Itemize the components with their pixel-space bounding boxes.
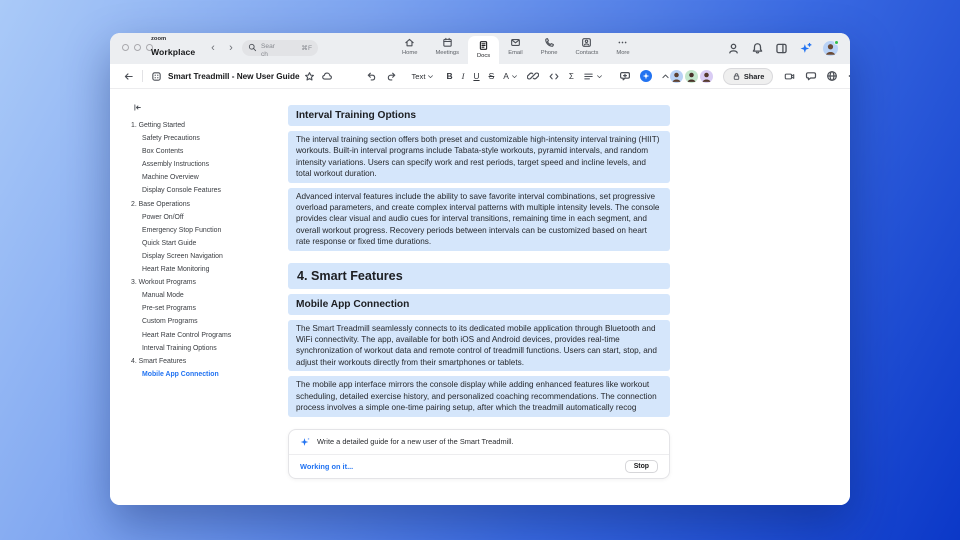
document-toolbar (110, 64, 850, 89)
doc-paragraph[interactable]: The mobile app interface mirrors the console display while adding enhanced features like workout scheduling, detailed exercise history, and personalized coaching recommendations. The connection process involves a simple one-time pairing setup, after which the treadmill automatically recog (288, 376, 670, 416)
document-icon (478, 40, 489, 51)
ai-status-text: Working on it... (300, 461, 354, 471)
italic-button[interactable]: I (461, 71, 465, 81)
nav-forward-button[interactable]: › (229, 42, 233, 54)
redo-icon (386, 71, 398, 82)
chevron-down-icon (596, 73, 603, 80)
toc-item[interactable]: 3. Workout Programs (131, 279, 196, 287)
search-placeholder: Search (261, 42, 275, 58)
collapse-toolbar-button[interactable] (661, 72, 670, 81)
search-shortcut: ⌘F (301, 44, 312, 52)
strikethrough-button[interactable]: S (488, 71, 495, 81)
chevron-down-icon (427, 73, 434, 80)
doc-heading[interactable]: Interval Training Options (288, 105, 670, 126)
video-camera-icon (783, 71, 796, 82)
search-icon (248, 43, 257, 52)
contacts-icon (581, 37, 592, 48)
toc-item[interactable]: Power On/Off (142, 213, 184, 221)
notifications-bell-icon[interactable] (751, 42, 764, 55)
zoom-workplace-logo (151, 37, 195, 59)
arrow-left-icon (123, 71, 134, 82)
comment-bubble-icon (619, 70, 631, 82)
tab-email[interactable]: Email (499, 33, 532, 64)
toc-item[interactable]: Emergency Stop Function (142, 226, 222, 234)
toc-item[interactable]: Manual Mode (142, 292, 184, 300)
toc-item[interactable]: Box Contents (142, 148, 184, 156)
doc-paragraph[interactable]: Advanced interval features include the ability to save favorite interval combinations, set progressive overload parameters, and create complex interval patterns with multiple intensity levels. The console provides clear visual and audio cues for interval transitions, remaining time in each segment, and overall workout progress. Recovery periods between intervals can be customized based on heart rate response or fixed time durations. (288, 188, 670, 251)
ai-prompt-row (289, 430, 669, 454)
stop-generation-button[interactable]: Stop (625, 460, 658, 473)
ai-status-row (289, 454, 669, 478)
toc-item[interactable]: Display Screen Navigation (142, 252, 223, 260)
doc-paragraph[interactable]: The Smart Treadmill seamlessly connects to its dedicated mobile application through Bluetooth and WiFi connectivity. The app, available for both iOS and Android devices, provides real-time synchronization of workout data and remote control of treadmill functions. Users can start, stop, and adjust their workouts directly from their smartphones or tablets. (288, 320, 670, 372)
close-window-button[interactable] (122, 44, 129, 51)
sidebar-panel-icon[interactable] (775, 42, 788, 55)
toc-item[interactable]: Custom Programs (142, 318, 198, 326)
more-options-button[interactable] (847, 70, 850, 82)
logo-zoom-text: zoom (151, 36, 167, 42)
tab-more[interactable]: More (607, 33, 638, 64)
lock-icon (732, 72, 741, 81)
globe-icon (826, 70, 838, 82)
doc-paragraph[interactable]: The interval training section offers both preset and customizable high-intensity interval training (HIIT) workouts. Built-in interval programs include Tabata-style workouts, pyramid intervals, and random intensity variations. Users can specify work and rest periods, target speed and incline levels, and total workout duration. (288, 131, 670, 183)
toc-item[interactable]: Display Console Features (142, 187, 221, 195)
app-window (110, 33, 850, 505)
presence-dot (834, 40, 839, 45)
format-group (446, 70, 602, 82)
toc-item[interactable]: Safety Precautions (142, 135, 200, 143)
cloud-icon (321, 71, 333, 82)
cloud-sync-status (321, 71, 333, 82)
topbar-right-actions (727, 33, 838, 64)
document-content-area (110, 89, 850, 505)
doc-apps-button[interactable] (151, 71, 162, 82)
toc-item[interactable]: Heart Rate Monitoring (142, 266, 210, 274)
ai-sparkle-icon (300, 437, 310, 447)
link-icon (527, 70, 539, 82)
more-ellipsis-icon (617, 37, 628, 48)
document-title: Smart Treadmill - New User Guide (168, 71, 300, 81)
star-icon (304, 71, 315, 82)
tab-docs[interactable]: Docs (468, 36, 499, 64)
logo-workplace-text: Workplace (151, 46, 196, 57)
mail-icon (510, 37, 521, 48)
toc-item[interactable]: Interval Training Options (142, 344, 217, 352)
favorite-star-button[interactable] (304, 71, 315, 82)
align-lines-icon (583, 71, 594, 82)
nav-back-button[interactable]: ‹ (211, 42, 215, 54)
undo-button[interactable] (365, 71, 377, 82)
comment-button[interactable] (619, 70, 631, 82)
undo-icon (365, 71, 377, 82)
table-of-contents (110, 89, 288, 505)
toc-item[interactable]: 1. Getting Started (131, 122, 186, 129)
chat-bubble-icon (805, 70, 817, 82)
underline-button[interactable]: U (473, 71, 480, 81)
collaborator-avatar[interactable] (685, 70, 698, 83)
ask-ai-companion-button[interactable] (640, 70, 652, 82)
tab-home[interactable]: Home (393, 33, 426, 64)
alignment-dropdown[interactable] (583, 71, 603, 82)
collaborator-avatars (670, 70, 713, 83)
toc-item-active[interactable]: Mobile App Connection (142, 370, 219, 378)
collapse-sidebar-button[interactable] (133, 103, 142, 112)
profile-icon[interactable] (727, 42, 740, 55)
caret-up-icon (661, 72, 670, 81)
doc-heading[interactable]: Mobile App Connection (288, 294, 670, 315)
undo-redo-group (365, 71, 398, 82)
main-nav-tabs (393, 33, 639, 64)
insert-link-button[interactable] (527, 70, 539, 82)
collaborator-avatar[interactable] (670, 70, 683, 83)
toc-item[interactable]: 4. Smart Features (131, 357, 187, 365)
toc-item[interactable]: Assembly Instructions (142, 161, 210, 169)
text-style-dropdown[interactable]: Text (412, 72, 435, 81)
code-icon (548, 71, 560, 82)
user-avatar[interactable] (823, 41, 838, 56)
text-color-dropdown[interactable]: A (503, 71, 518, 81)
tab-phone[interactable]: Phone (532, 33, 567, 64)
doc-back-button[interactable] (123, 71, 134, 82)
toc-item[interactable]: Pre-set Programs (142, 305, 196, 313)
home-icon (404, 37, 415, 48)
right-tools-group (783, 70, 850, 82)
ai-prompt-text: Write a detailed guide for a new user of the Smart Treadmill. (317, 437, 514, 446)
tab-contacts[interactable]: Contacts (566, 33, 607, 64)
comment-ai-group (619, 70, 670, 82)
toc-item[interactable]: Quick Start Guide (142, 239, 197, 247)
ai-companion-panel (288, 429, 670, 479)
ai-sparkle-icon (642, 72, 650, 80)
minimize-window-button[interactable] (134, 44, 141, 51)
code-block-button[interactable] (548, 71, 560, 82)
language-button[interactable] (826, 70, 838, 82)
toc-item[interactable]: 2. Base Operations (131, 200, 190, 208)
start-video-button[interactable] (783, 71, 796, 82)
collapse-left-icon (133, 103, 142, 112)
calendar-icon (442, 37, 453, 48)
app-topbar (110, 33, 850, 64)
collaborator-avatar[interactable] (700, 70, 713, 83)
phone-icon (544, 37, 555, 48)
tab-meetings[interactable]: Meetings (426, 33, 468, 64)
apps-grid-icon (151, 71, 162, 82)
ai-companion-sparkle-icon[interactable] (799, 42, 812, 55)
formula-button[interactable]: Σ (568, 71, 574, 81)
redo-button[interactable] (386, 71, 398, 82)
chevron-down-icon (511, 73, 518, 80)
chat-button[interactable] (805, 70, 817, 82)
share-button[interactable]: Share (723, 68, 774, 85)
bold-button[interactable]: B (446, 71, 453, 81)
ellipsis-icon (847, 70, 850, 82)
doc-heading[interactable]: 4. Smart Features (288, 263, 670, 289)
document-body (288, 89, 670, 505)
window-controls[interactable] (122, 44, 153, 51)
toolbar-divider (142, 70, 143, 82)
global-search-input[interactable] (242, 40, 318, 56)
toc-item[interactable]: Heart Rate Control Programs (142, 331, 232, 339)
toc-item[interactable]: Machine Overview (142, 174, 199, 182)
